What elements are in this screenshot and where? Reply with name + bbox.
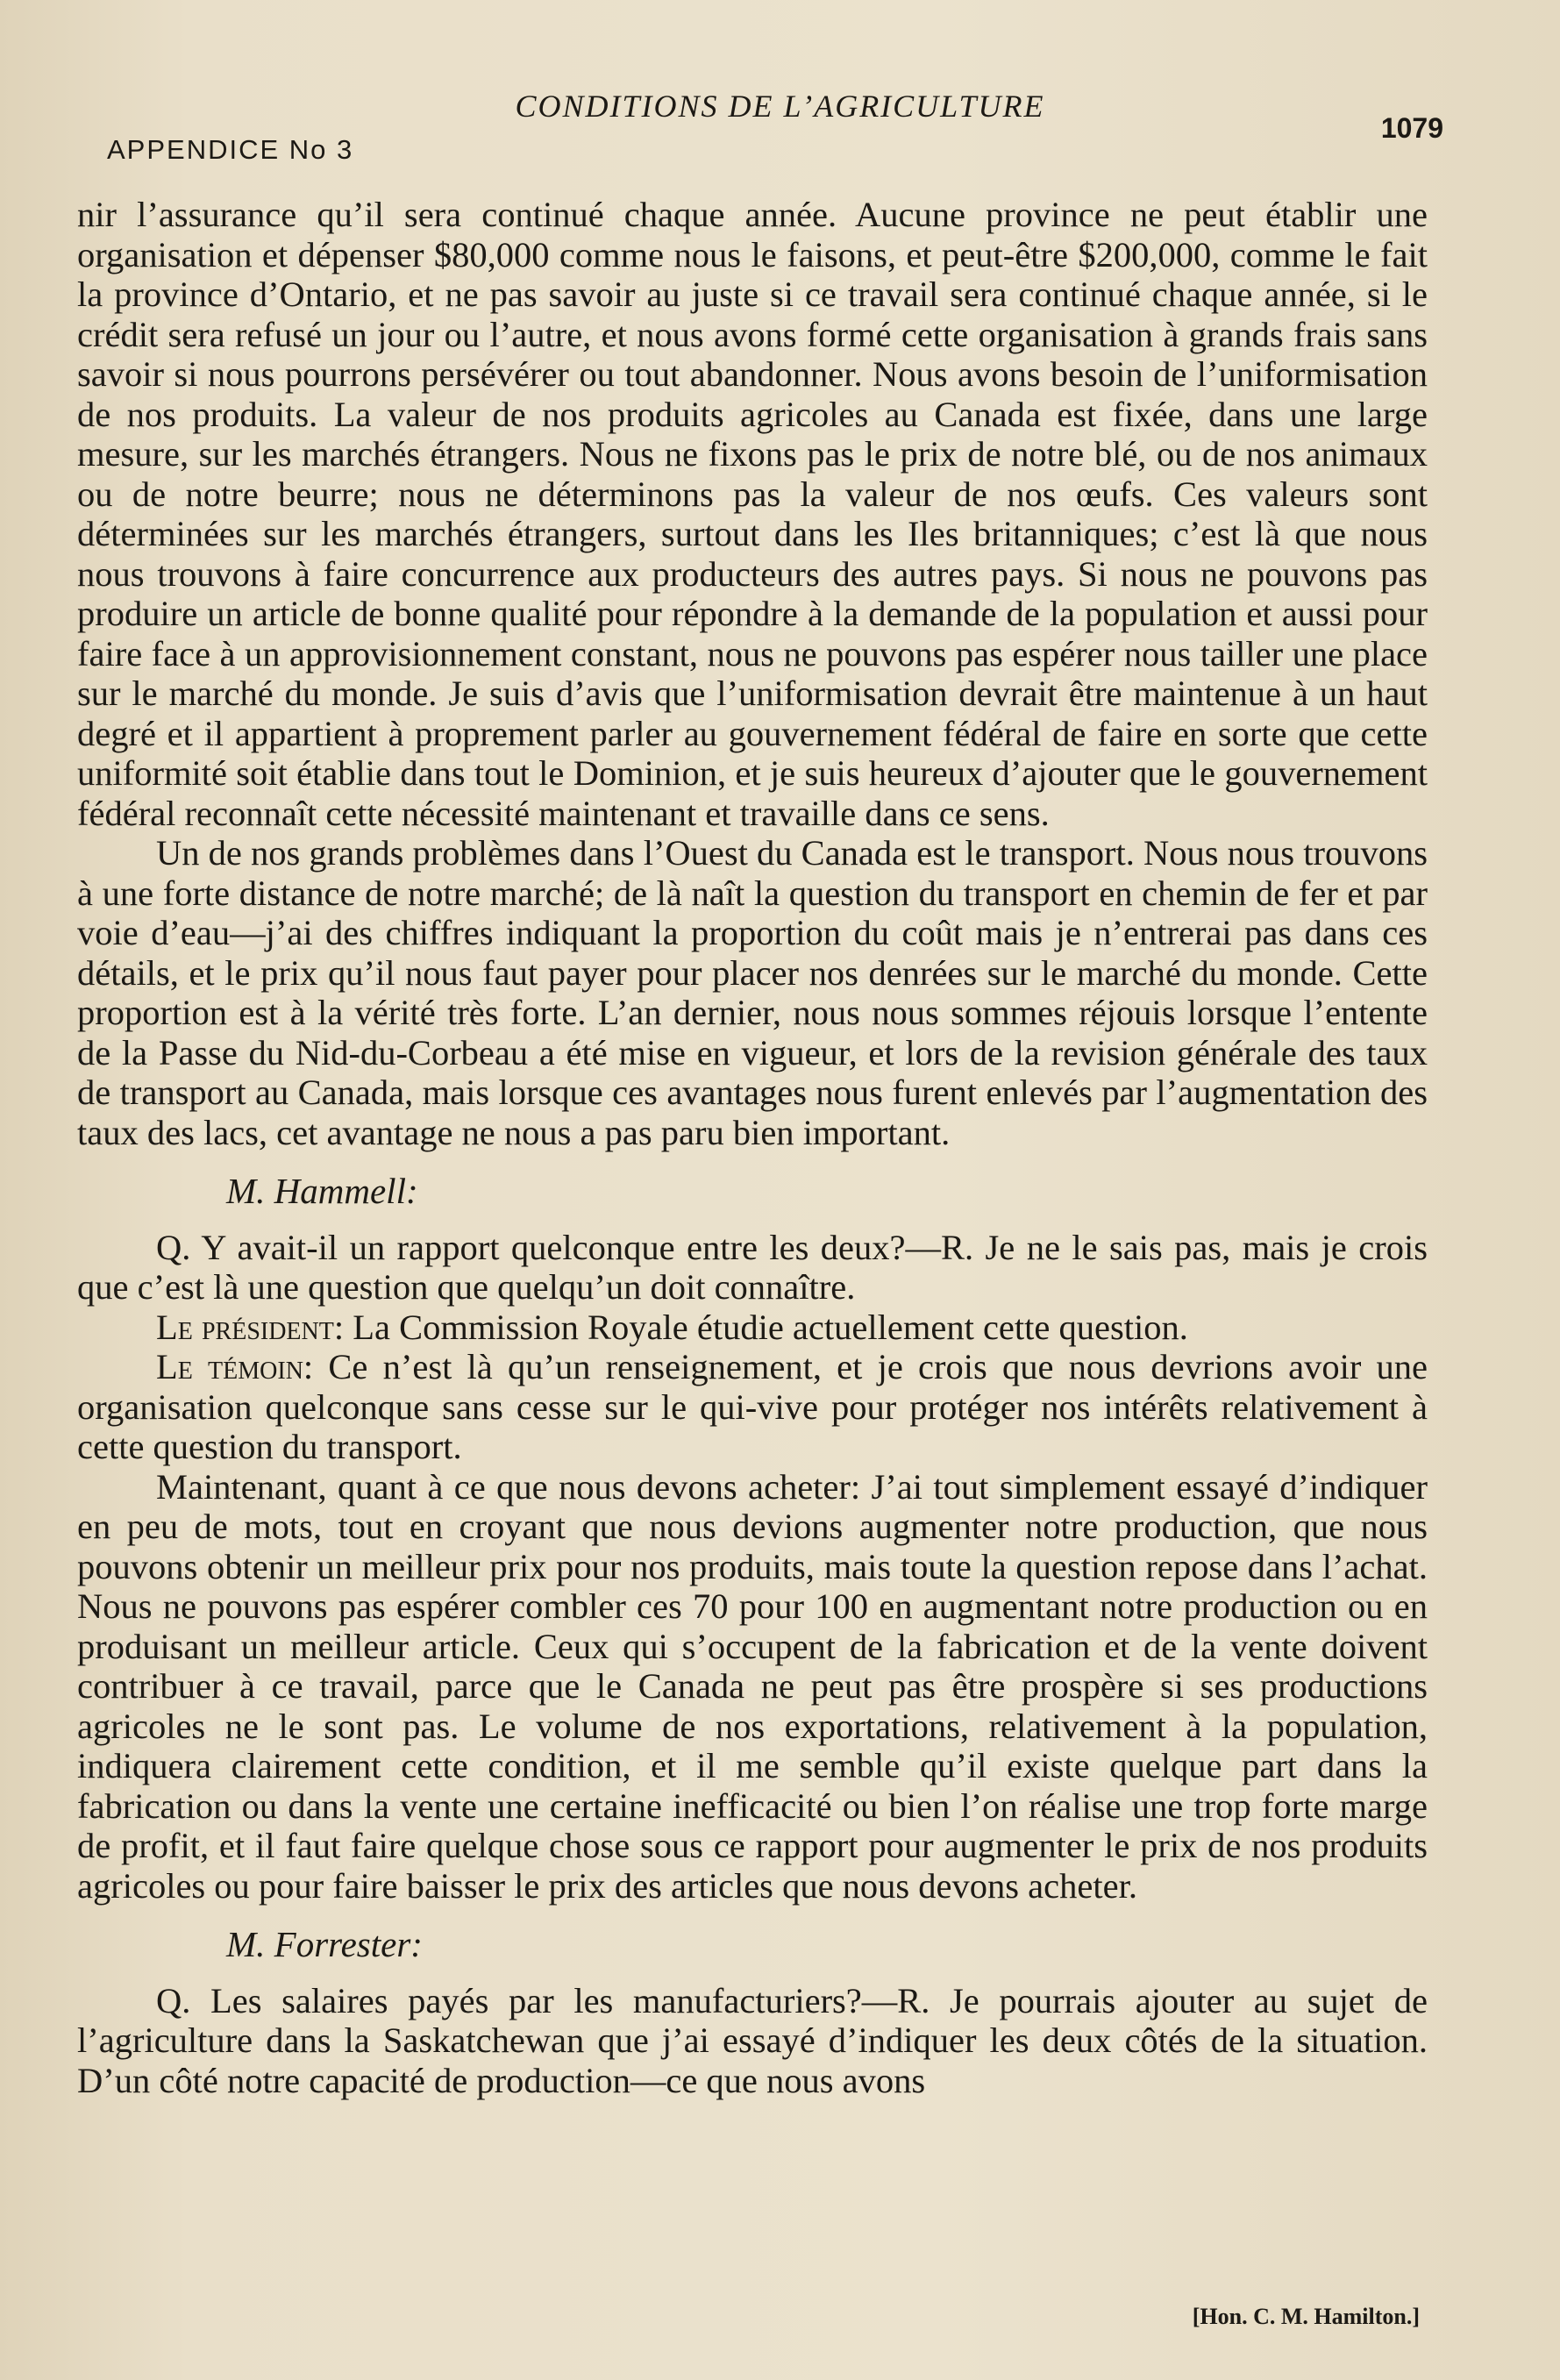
paragraph-2: Un de nos grands problèmes dans l’Ouest du Canada est le transport. Nous nous trouvons à une forte distance de notre marché; de là naît la question du transport en chemin de fer et par voie d’eau—j’ai des chiffres indiquant la proportion du coût mais je n’entrerai pas dans ces détails, et le prix qu’il nous faut payer pour placer nos denrées sur le marché du monde. Cette proportion est à la vérité très forte. L’an dernier, nous nous sommes réjouis lorsque l’entente de la Passe du Nid-du-Corbeau a été mise en vigueur, et lors de la revision générale des taux de transport au Canada, mais lorsque ces avantages nous furent enlevés par l’augmentation des taux des lacs, cet avantage ne nous a pas paru bien important. <box>77 833 1428 1152</box>
paragraph-5 <box>77 1347 1428 1467</box>
page-number: 1079 <box>1380 112 1443 144</box>
speaker-forrester: M. Forrester: <box>226 1924 423 1964</box>
speaker-hammell: M. Hammell: <box>226 1171 418 1211</box>
paragraph-7: Q. Les salaires payés par les manufacturiers?—R. Je pourrais ajouter au sujet de l’agriculture dans la Saskatchewan que j’ai essayé d’indiquer les deux côtés de la situation. D’un côté notre capacité de production—ce que nous avons <box>77 1980 1428 2100</box>
paragraph-6: Maintenant, quant à ce que nous devons acheter: J’ai tout simplement essayé d’indiquer en peu de mots, tout en croyant que nous devions augmenter notre production, que nous pouvons obtenir un meilleur prix pour nos produits, mais toute la question repose dans l’achat. Nous ne pouvons pas espérer combler ces 70 pour 100 en augmentant notre production ou en produisant un meilleur article. Ceux qui s’occupent de la fabrication et de la vente doivent contribuer à ce travail, parce que le Canada ne peut pas être prospère si ses productions agricoles ne le sont pas. Le volume de nos exportations, relativement à la population, indiquera clairement cette condition, et il me semble qu’il existe quelque part dans la fabrication ou dans la vente une certaine inefficacité ou bien l’on réalise une trop forte marge de profit, et il faut faire quelque chose sous ce rapport pour augmenter le prix de nos produits agricoles ou pour faire baisser le prix des articles que nous devons acheter. <box>77 1466 1428 1906</box>
body-text <box>77 195 1428 2100</box>
paragraph-3: Q. Y avait-il un rapport quelconque entre les deux?—R. Je ne le sais pas, mais je crois que c’est là une question que quelqu’un doit connaître. <box>77 1227 1428 1307</box>
speaker-footnote: [Hon. C. M. Hamilton.] <box>1192 2304 1420 2329</box>
president-label: Le président: <box>156 1307 345 1347</box>
appendix-label: APPENDICE No 3 <box>107 134 354 165</box>
paragraph-4-text: La Commission Royale étudie actuellement cette question. <box>353 1307 1188 1347</box>
paragraph-1: nir l’assurance qu’il sera continué chaque année. Aucune province ne peut établir une organisation et dépenser $80,000 comme nous le faisons, et peut-être $200,000, comme le fait la province d’Ontario, et ne pas savoir au juste si ce travail sera continué chaque année, si le crédit sera refusé un jour ou l’autre, et nous avons formé cette organisation à grands frais sans savoir si nous pourrons persévérer ou tout abandonner. Nous avons besoin de l’uniformisation de nos produits. La valeur de nos produits agricoles au Canada est fixée, dans une large mesure, sur les marchés étrangers. Nous ne fixons pas le prix de notre blé, ou de nos animaux ou de notre beurre; nous ne déterminons pas la valeur de nos œufs. Ces valeurs sont déterminées sur les marchés étrangers, surtout dans les Iles britanniques; c’est là que nous nous trouvons à faire concurrence aux producteurs des autres pays. Si nous ne pouvons pas produire un article de bonne qualité pour répondre à la demande de la population et aussi pour faire face à un approvisionnement constant, nous ne pouvons pas espérer nous tailler une place sur le marché du monde. Je suis d’avis que l’uniformisation devrait être maintenue à un haut degré et il appartient à proprement parler au gouvernement fédéral de faire en sorte que cette uniformité soit établie dans tout le Dominion, et je suis heureux d’ajouter que le gouvernement fédéral reconnaît cette nécessité maintenant et travaille dans ce sens. <box>77 195 1428 833</box>
running-title: CONDITIONS DE L’AGRICULTURE <box>515 89 1045 124</box>
temoin-label: Le témoin: <box>156 1347 314 1386</box>
paragraph-5-text: Ce n’est là qu’un renseignement, et je crois que nous devrions avoir une organisation quelconque sans cesse sur le qui-vive pour protéger nos intérêts relativement à cette question du transport. <box>77 1347 1428 1466</box>
paragraph-4 <box>77 1308 1428 1348</box>
